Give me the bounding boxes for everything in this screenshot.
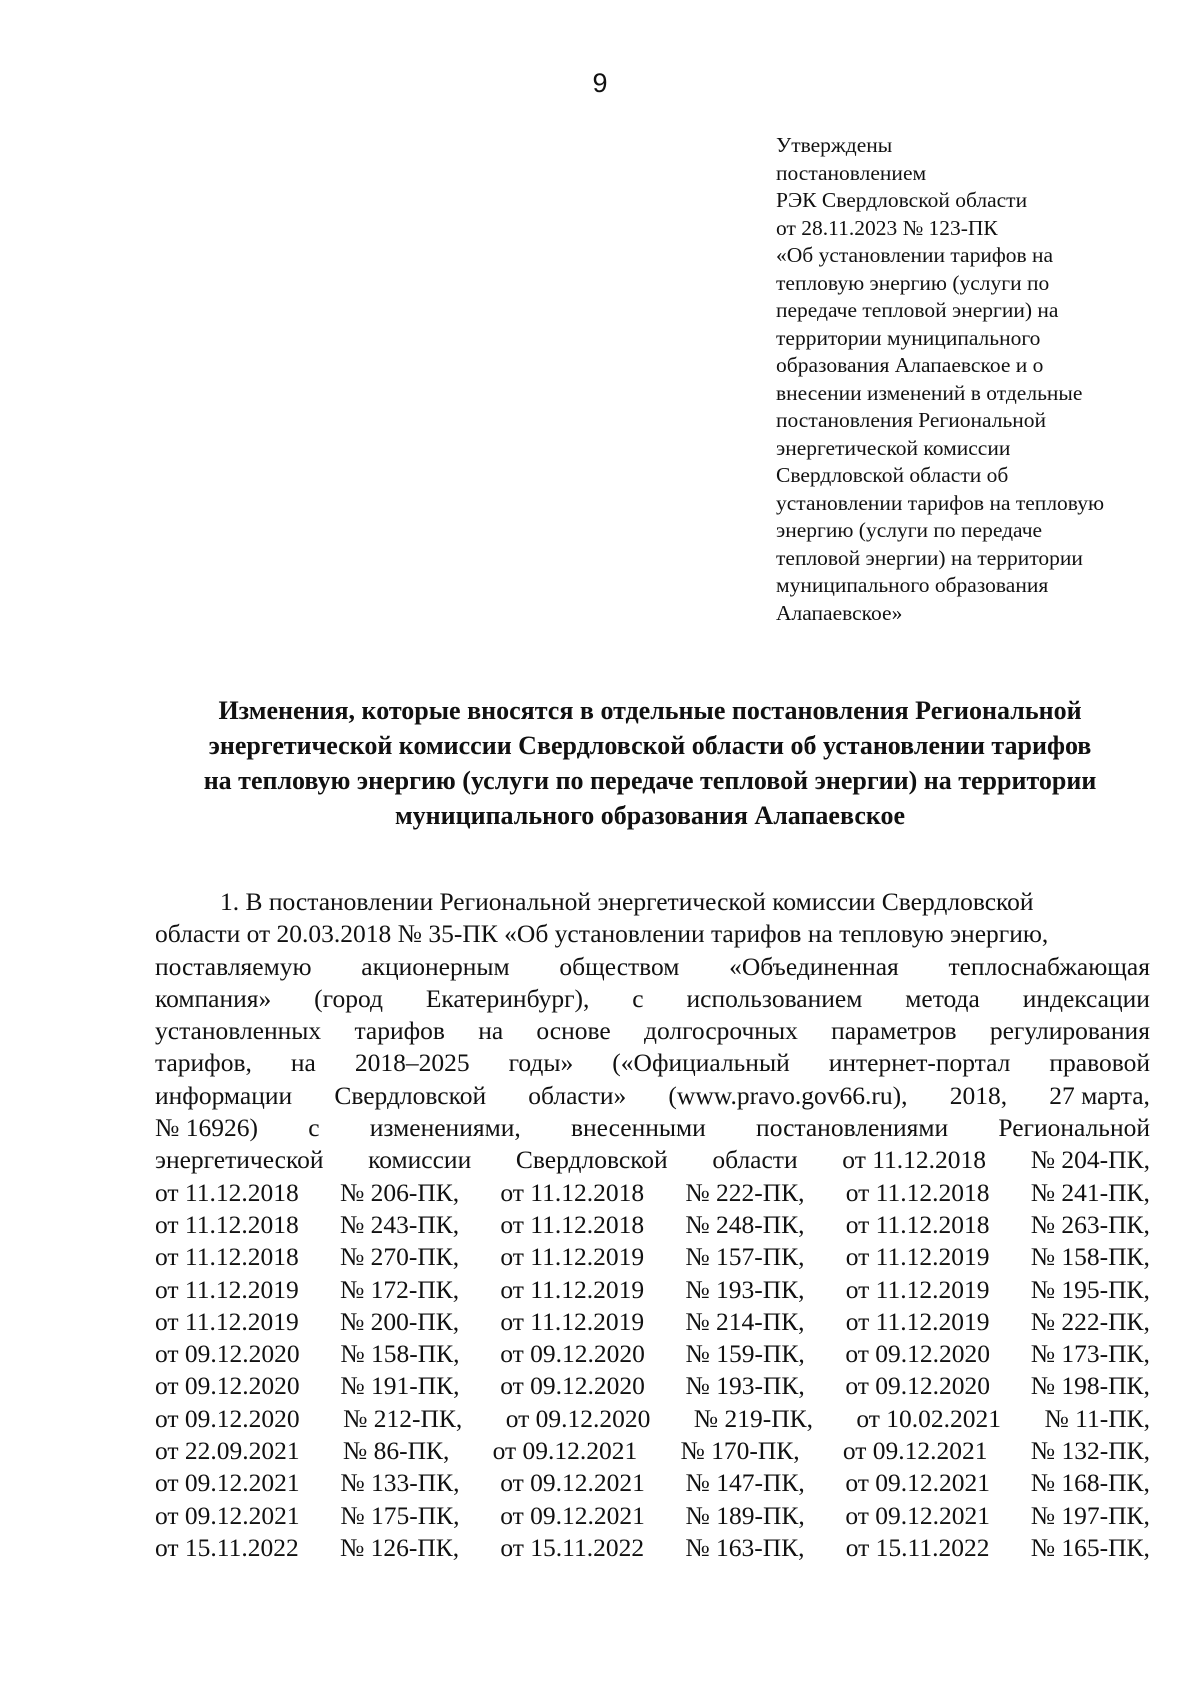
body-word: от 11.12.2019 [845,1242,990,1272]
body-word: от 15.11.2022 [155,1532,299,1562]
body-word: № 11-ПК, [1044,1403,1150,1433]
body-word: от 09.12.2021 [155,1468,300,1498]
body-word: № 126-ПК, [339,1532,460,1562]
body-word: от 15.11.2022 [845,1532,990,1562]
approval-line: муниципального образования [776,573,1049,597]
body-word: № 200-ПК, [339,1306,460,1336]
body-word: № 170-ПК, [680,1436,800,1466]
body-word: от 11.12.2018 [845,1177,990,1207]
body-word: с [632,983,644,1013]
body-word: области» [528,1080,627,1110]
body-word: № 173-ПК, [1030,1339,1150,1369]
body-word: долгосрочных [644,1016,798,1046]
body-word: № 158-ПК, [340,1339,460,1369]
approval-line: энергию (услуги по передаче [776,518,1043,542]
body-word: обществом [559,951,680,981]
body-word: № 165-ПК, [1030,1532,1150,1562]
body-word: постановлениями [756,1113,949,1143]
body-line [155,1274,1150,1306]
body-word: № 198-ПК, [1030,1371,1150,1401]
approval-line: РЭК Свердловской области [776,188,1028,212]
approval-line: энергетической комиссии [776,435,1011,460]
body-word: области от 20.03.2018 № 35-ПК «Об установлении тарифов на тепловую энергию, [155,919,1049,949]
body-paragraph [155,886,1150,1564]
body-line [155,951,1150,983]
body-word: № 172-ПК, [339,1274,460,1304]
body-word: от 09.12.2020 [500,1339,645,1369]
body-word: от 09.12.2021 [500,1468,645,1498]
body-word: метода [905,983,980,1013]
body-word: от 09.12.2020 [505,1403,651,1433]
body-line [155,1435,1150,1467]
approval-line: образования Алапаевское и о [776,353,1044,377]
body-word: от 09.12.2021 [845,1500,991,1530]
body-word: Екатеринбург), [425,983,590,1013]
approval-line: Свердловской области об [776,463,1009,487]
body-word: № 241-ПК, [1030,1177,1150,1207]
body-word: компания» [155,983,272,1013]
body-word: № 270-ПК, [339,1242,460,1272]
body-word: от 11.12.2019 [500,1306,645,1336]
approval-line: внесении изменений в отдельные [776,380,1083,405]
body-word: 27 марта, [1049,1080,1150,1110]
body-line [155,1015,1150,1047]
body-word: № 197-ПК, [1030,1500,1150,1530]
body-word: № 133-ПК, [340,1468,460,1498]
body-line [155,983,1150,1015]
body-word: № 175-ПК, [340,1500,460,1530]
body-line [155,1532,1150,1564]
body-word: № 193-ПК, [685,1274,805,1304]
body-word: от 11.12.2018 [155,1177,299,1207]
body-word: № 248-ПК, [685,1209,805,1239]
body-word: (город [314,983,383,1013]
body-word: № 147-ПК, [685,1468,805,1498]
body-word: интернет-портал [828,1048,1011,1078]
approval-line: «Об установлении тарифов на [776,243,1054,267]
body-line [155,1144,1150,1176]
body-word: № 222-ПК, [1030,1306,1150,1336]
body-word: № 222-ПК, [685,1177,805,1207]
body-word: № 193-ПК, [685,1371,805,1401]
body-word: от 09.12.2020 [845,1339,991,1369]
title-line: муниципального образования Алапаевское [394,801,906,830]
body-word: от 10.02.2021 [856,1403,1002,1433]
approval-line: тепловой энергии) на территории [776,545,1083,570]
body-word: индексации [1022,983,1150,1013]
body-word: теплоснабжающая [948,951,1150,981]
body-word: от 09.12.2020 [500,1371,645,1401]
body-word: информации [155,1080,293,1110]
body-line [155,1306,1150,1338]
body-word: № 168-ПК, [1030,1468,1150,1498]
body-line [155,1241,1150,1273]
body-word: от 11.12.2019 [845,1274,990,1304]
body-word: от 11.12.2018 [155,1242,299,1272]
body-word: внесенными [571,1113,706,1143]
body-line [155,1209,1150,1241]
body-word: параметров [831,1016,957,1046]
body-word: от 11.12.2019 [500,1242,645,1272]
page-number: 9 [592,68,608,98]
approval-line: территории муниципального [776,325,1041,350]
approval-line: от 28.11.2023 № 123-ПК [776,215,998,240]
body-word: от 11.12.2018 [845,1209,990,1239]
body-word: на [478,1016,504,1046]
body-word: акционерным [361,951,510,981]
body-word: Региональной [998,1113,1150,1143]
body-word: от 22.09.2021 [155,1436,300,1466]
body-word: основе [536,1016,611,1046]
body-word: № 158-ПК, [1030,1242,1150,1272]
body-word: энергетической [155,1145,324,1175]
body-word: № 243-ПК, [339,1209,460,1239]
body-word: 1. В постановлении Региональной энергетической комиссии Свердловской [220,887,1034,916]
body-line [155,1500,1150,1532]
body-word: на [290,1048,316,1078]
body-line [155,1467,1150,1499]
body-word: от 09.12.2020 [155,1403,300,1433]
body-word: № 16926) [155,1113,258,1143]
title-line: на тепловую энергию (услуги по передаче тепловой энергии) на территории [203,766,1097,795]
body-line [155,886,1150,918]
body-word: № 263-ПК, [1030,1209,1150,1239]
body-word: от 09.12.2021 [842,1436,988,1466]
body-word: № 212-ПК, [343,1403,463,1433]
body-word: № 214-ПК, [685,1306,805,1336]
body-word: № 132-ПК, [1030,1436,1150,1466]
document-title [110,693,1190,833]
body-word: годы» [508,1048,574,1078]
body-word: Свердловской [334,1080,487,1110]
body-word: области [712,1145,798,1175]
body-word: от 15.11.2022 [500,1532,645,1562]
approval-line: Утверждены [776,133,893,157]
body-line [155,1403,1150,1435]
body-word: № 157-ПК, [685,1242,805,1272]
body-word: правовой [1049,1048,1150,1078]
title-line: энергетической комиссии Свердловской области об установлении тарифов [208,731,1092,760]
body-word: от 09.12.2021 [155,1500,300,1530]
body-line [155,1112,1150,1144]
approval-line: Алапаевское» [776,600,903,625]
body-word: от 11.12.2019 [155,1274,299,1304]
approval-block [776,132,1196,627]
body-word: от 09.12.2020 [845,1371,991,1401]
body-word: использованием [686,983,863,1013]
body-word: № 206-ПК, [339,1177,460,1207]
approval-line: передаче тепловой энергии) на [776,298,1059,322]
body-word: от 11.12.2019 [845,1306,990,1336]
body-word: № 163-ПК, [685,1532,805,1562]
body-word: регулирования [989,1016,1150,1046]
body-line [155,1047,1150,1079]
body-word: комиссии [368,1145,472,1175]
body-word: от 09.12.2021 [492,1436,638,1466]
body-word: от 11.12.2018 [155,1209,299,1239]
body-word: 2018, [949,1080,1008,1110]
body-word: («Официальный [612,1048,790,1078]
body-word: от 11.12.2019 [500,1274,645,1304]
body-word: № 204-ПК, [1030,1145,1150,1175]
approval-line: постановления Региональной [776,408,1047,432]
body-word: «Объединенная [729,951,899,981]
body-word: № 159-ПК, [685,1339,805,1369]
body-word: от 11.12.2018 [500,1209,645,1239]
body-word: от 11.12.2019 [155,1306,299,1336]
body-word: 2018–2025 [354,1048,470,1078]
body-word: поставляемую [155,951,312,981]
body-line [155,1080,1150,1112]
body-line [155,1338,1150,1370]
body-word: с [308,1113,320,1143]
body-word: № 191-ПК, [340,1371,460,1401]
title-line: Изменения, которые вносятся в отдельные постановления Региональной [218,696,1082,725]
body-word: тарифов [354,1016,445,1046]
body-word: изменениями, [369,1113,521,1143]
body-word: от 09.12.2020 [155,1371,300,1401]
body-word: от 09.12.2020 [155,1339,300,1369]
approval-line: постановлением [776,160,927,185]
body-word: от 11.12.2018 [500,1177,645,1207]
body-word: тарифов, [155,1048,252,1078]
body-word: (www.pravo.gov66.ru), [668,1080,908,1110]
body-word: № 189-ПК, [685,1500,805,1530]
body-word: № 86-ПК, [342,1436,450,1466]
approval-line: установлении тарифов на тепловую [776,490,1105,515]
body-word: от 11.12.2018 [842,1145,987,1175]
body-line [155,1370,1150,1402]
body-word: от 09.12.2021 [500,1500,645,1530]
body-word: Свердловской [515,1145,668,1175]
body-word: № 195-ПК, [1030,1274,1150,1304]
body-line [155,1177,1150,1209]
approval-line: тепловую энергию (услуги по [776,270,1050,295]
body-word: установленных [155,1016,322,1046]
body-word: от 09.12.2021 [845,1468,991,1498]
body-line [155,918,1150,950]
body-word: № 219-ПК, [693,1403,813,1433]
